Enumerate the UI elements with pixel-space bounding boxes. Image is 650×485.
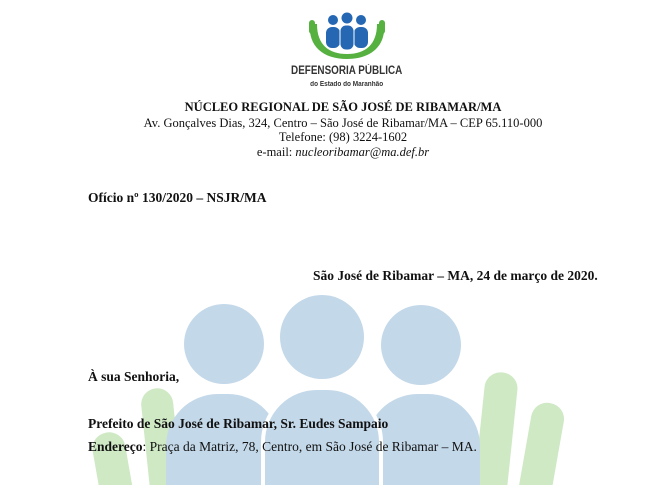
- unit-name: NÚCLEO REGIONAL DE SÃO JOSÉ DE RIBAMAR/MA: [184, 100, 502, 114]
- letter-reference: Ofício nº 130/2020 – NSJR/MA: [88, 190, 267, 205]
- unit-phone: Telefone: (98) 3224-1602: [278, 130, 408, 144]
- watermark-figures: [166, 295, 480, 485]
- defensoria-logo-icon: [305, 12, 389, 62]
- letter-recipient: Prefeito de São José de Ribamar, Sr. Eudes Sampaio: [88, 416, 389, 431]
- recipient-address-value: : Praça da Matriz, 78, Centro, em São José de Ribamar – MA.: [142, 439, 477, 454]
- org-name: DEFENSORIA PÚBLICA: [291, 65, 403, 77]
- recipient-address-label: Endereço: [88, 439, 143, 454]
- email-label: e-mail:: [256, 145, 296, 159]
- letter-salutation: À sua Senhoria,: [88, 369, 180, 384]
- recipient-address: [88, 439, 477, 455]
- unit-address: Av. Gonçalves Dias, 324, Centro – São José de Ribamar/MA – CEP 65.110-000: [143, 116, 543, 130]
- letter-place-date: São José de Ribamar – MA, 24 de março de 2020.: [313, 268, 598, 283]
- org-subtitle: do Estado do Maranhão: [310, 81, 384, 88]
- email-address: nucleoribamar@ma.def.br: [295, 145, 430, 159]
- unit-email-line: [43, 145, 643, 160]
